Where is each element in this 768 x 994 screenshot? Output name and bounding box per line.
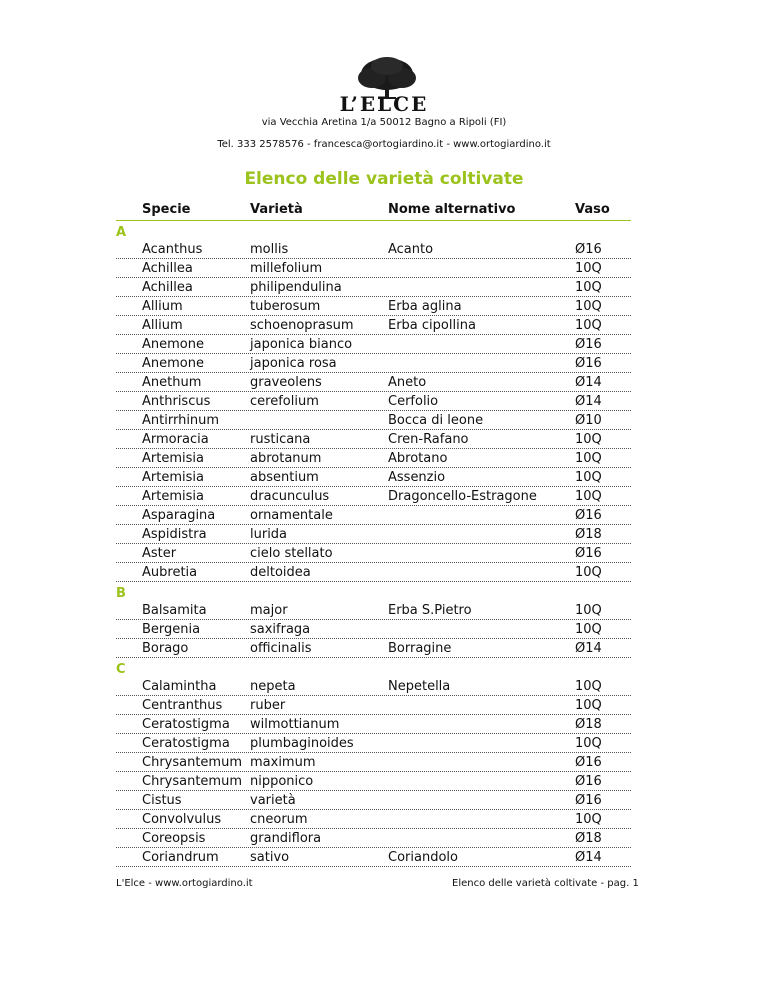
table-row [116,335,631,354]
cell-vaso: 10Q [575,603,602,618]
cell-varieta: varietà [250,793,296,808]
cell-varieta: abrotanum [250,451,322,466]
table-row [116,316,631,335]
cell-vaso: 10Q [575,451,602,466]
cell-specie: Anemone [142,337,204,352]
cell-vaso: 10Q [575,736,602,751]
table-row [116,563,631,582]
cell-varieta: cielo stellato [250,546,333,561]
footer-right: Elenco delle varietà coltivate - pag. 1 [452,878,639,889]
table-row [116,639,631,658]
cell-vaso: 10Q [575,698,602,713]
table-row [116,829,631,848]
cell-varieta: wilmottianum [250,717,340,732]
cell-nome-alternativo: Erba S.Pietro [388,603,472,618]
cell-specie: Ceratostigma [142,717,230,732]
cell-specie: Cistus [142,793,182,808]
cell-specie: Anthriscus [142,394,211,409]
cell-varieta: deltoidea [250,565,311,580]
cell-specie: Chrysantemum [142,774,242,789]
table-header [116,200,631,221]
cell-vaso: Ø18 [575,527,602,542]
cell-nome-alternativo: Cerfolio [388,394,439,409]
table-row [116,696,631,715]
table-row [116,601,631,620]
cell-vaso: Ø16 [575,546,602,561]
cell-specie: Acanthus [142,242,203,257]
cell-vaso: 10Q [575,432,602,447]
cell-varieta: maximum [250,755,316,770]
cell-vaso: Ø16 [575,356,602,371]
cell-varieta: ruber [250,698,286,713]
cell-nome-alternativo: Erba cipollina [388,318,476,333]
cell-nome-alternativo: Assenzio [388,470,446,485]
cell-specie: Artemisia [142,470,204,485]
cell-varieta: absentium [250,470,319,485]
page-title: Elenco delle varietà coltivate [244,169,524,189]
cell-nome-alternativo: Erba aglina [388,299,462,314]
table-row [116,525,631,544]
table-row [116,468,631,487]
cell-varieta: philipendulina [250,280,342,295]
contact-info: Tel. 333 2578576 - francesca@ortogiardino.it - www.ortogiardino.it [217,139,551,150]
cell-varieta: cerefolium [250,394,319,409]
cell-varieta: ornamentale [250,508,333,523]
cell-varieta: japonica rosa [250,356,337,371]
cell-varieta: schoenoprasum [250,318,354,333]
cell-varieta: nepeta [250,679,296,694]
cell-varieta: graveolens [250,375,322,390]
cell-specie: Artemisia [142,451,204,466]
table-row [116,506,631,525]
column-header-specie: Specie [142,202,191,217]
cell-nome-alternativo: Aneto [388,375,427,390]
cell-nome-alternativo: Coriandolo [388,850,458,865]
cell-specie: Antirrhinum [142,413,220,428]
cell-specie: Calamintha [142,679,217,694]
cell-specie: Coriandrum [142,850,219,865]
cell-varieta: lurida [250,527,288,542]
table-row [116,278,631,297]
table-row [116,430,631,449]
cell-varieta: cneorum [250,812,308,827]
table-row [116,677,631,696]
cell-varieta: officinalis [250,641,312,656]
cell-specie: Anemone [142,356,204,371]
cell-vaso: Ø14 [575,850,602,865]
address: via Vecchia Aretina 1/a 50012 Bagno a Ripoli (FI) [261,117,507,128]
cell-vaso: Ø14 [575,394,602,409]
section-letter [116,658,631,677]
column-header-vaso: Vaso [575,202,610,217]
cell-vaso: Ø16 [575,337,602,352]
table-row [116,753,631,772]
table-row [116,620,631,639]
cell-varieta: grandiflora [250,831,322,846]
cell-vaso: 10Q [575,470,602,485]
cell-vaso: Ø16 [575,755,602,770]
cell-specie: Achillea [142,261,193,276]
cell-vaso: Ø10 [575,413,602,428]
column-header-varieta: Varietà [250,202,303,217]
cell-vaso: 10Q [575,489,602,504]
cell-specie: Balsamita [142,603,207,618]
table-row [116,411,631,430]
table-row [116,544,631,563]
table-row [116,392,631,411]
cell-specie: Convolvulus [142,812,222,827]
table-row [116,848,631,867]
cell-vaso: 10Q [575,565,602,580]
section-letter [116,582,631,601]
cell-vaso: Ø14 [575,375,602,390]
column-header-nome-alternativo: Nome alternativo [388,202,516,217]
cell-nome-alternativo: Cren-Rafano [388,432,469,447]
cell-nome-alternativo: Bocca di leone [388,413,484,428]
cell-specie: Artemisia [142,489,204,504]
cell-specie: Centranthus [142,698,223,713]
cell-specie: Allium [142,318,183,333]
cell-specie: Borago [142,641,189,656]
cell-vaso: 10Q [575,679,602,694]
cell-vaso: Ø18 [575,831,602,846]
table-row [116,259,631,278]
table-row [116,772,631,791]
cell-vaso: Ø18 [575,717,602,732]
varieties-table [116,200,631,867]
cell-specie: Allium [142,299,183,314]
cell-specie: Aspidistra [142,527,207,542]
table-row [116,297,631,316]
cell-varieta: rusticana [250,432,311,447]
cell-specie: Bergenia [142,622,201,637]
table-row [116,240,631,259]
cell-vaso: Ø16 [575,242,602,257]
cell-vaso: Ø16 [575,793,602,808]
brand-name: L’ELCE [339,92,429,116]
cell-specie: Ceratostigma [142,736,230,751]
cell-varieta: major [250,603,288,618]
section-letter-label: B [116,586,126,601]
cell-specie: Chrysantemum [142,755,242,770]
cell-varieta: nipponico [250,774,314,789]
cell-nome-alternativo: Borragine [388,641,452,656]
section-letter-label: A [116,225,127,240]
cell-varieta: japonica bianco [250,337,353,352]
table-row [116,810,631,829]
cell-nome-alternativo: Abrotano [388,451,448,466]
section-letter [116,221,631,240]
cell-vaso: 10Q [575,318,602,333]
table-row [116,449,631,468]
cell-vaso: Ø14 [575,641,602,656]
cell-vaso: Ø16 [575,774,602,789]
cell-varieta: tuberosum [250,299,321,314]
cell-varieta: dracunculus [250,489,330,504]
cell-vaso: 10Q [575,812,602,827]
table-row [116,354,631,373]
cell-varieta: saxifraga [250,622,311,637]
section-letter-label: C [116,662,126,677]
cell-nome-alternativo: Nepetella [388,679,451,694]
cell-specie: Achillea [142,280,193,295]
cell-varieta: millefolium [250,261,323,276]
cell-vaso: 10Q [575,280,602,295]
cell-varieta: plumbaginoides [250,736,354,751]
cell-vaso: Ø16 [575,508,602,523]
cell-varieta: mollis [250,242,289,257]
cell-vaso: 10Q [575,299,602,314]
cell-specie: Aubretia [142,565,198,580]
cell-specie: Aster [142,546,177,561]
table-row [116,373,631,392]
cell-specie: Armoracia [142,432,209,447]
table-row [116,487,631,506]
cell-varieta: sativo [250,850,290,865]
table-row [116,734,631,753]
footer-left: L'Elce - www.ortogiardino.it [116,878,253,889]
cell-specie: Coreopsis [142,831,206,846]
cell-vaso: 10Q [575,622,602,637]
cell-nome-alternativo: Acanto [388,242,434,257]
table-row [116,715,631,734]
cell-nome-alternativo: Dragoncello-Estragone [388,489,537,504]
cell-vaso: 10Q [575,261,602,276]
cell-specie: Asparagina [142,508,216,523]
cell-specie: Anethum [142,375,202,390]
table-row [116,791,631,810]
